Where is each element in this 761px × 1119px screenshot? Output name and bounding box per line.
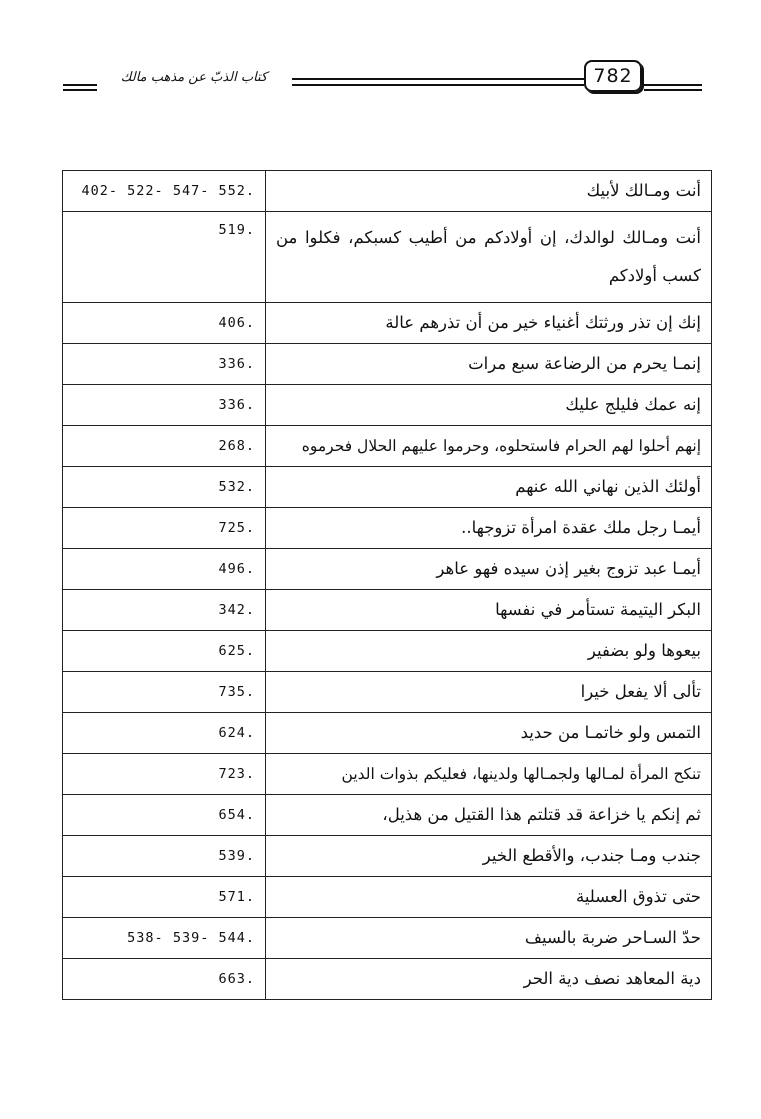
hadith-text: حتى تذوق العسلية: [266, 877, 712, 918]
table-row: [63, 918, 712, 959]
page-refs: .519: [63, 212, 266, 303]
page-refs: .571: [63, 877, 266, 918]
table-row: [63, 171, 712, 212]
table-row: [63, 426, 712, 467]
table-row: [63, 385, 712, 426]
table-row: [63, 590, 712, 631]
page-refs: .654: [63, 795, 266, 836]
hadith-text: التمس ولو خاتمـا من حديد: [266, 713, 712, 754]
table-row: [63, 836, 712, 877]
table-row: [63, 508, 712, 549]
hadith-text: أولئك الذين نهاني الله عنهم: [266, 467, 712, 508]
table-row: [63, 467, 712, 508]
hadith-text: إنك إن تذر ورثتك أغنياء خير من أن تذرهم عالة: [266, 303, 712, 344]
page-refs: .268: [63, 426, 266, 467]
hadith-text: جندب ومـا جندب، والأقطع الخير: [266, 836, 712, 877]
page-refs: .544 -539 -538: [63, 918, 266, 959]
table-row: [63, 713, 712, 754]
hadith-text: البكر اليتيمة تستأمر في نفسها: [266, 590, 712, 631]
hadith-text: أنت ومـالك لأبيك: [266, 171, 712, 212]
hadith-text: أيمـا عبد تزوج بغير إذن سيده فهو عاهر: [266, 549, 712, 590]
hadith-text: ثم إنكم يا خزاعة قد قتلتم هذا القتيل من هذيل،: [266, 795, 712, 836]
page-refs: .725: [63, 508, 266, 549]
table-row: [63, 344, 712, 385]
table-row: [63, 303, 712, 344]
page-refs: .336: [63, 344, 266, 385]
table-row: [63, 212, 712, 303]
table-row: [63, 795, 712, 836]
page-refs: .552 -547 -522 -402: [63, 171, 266, 212]
hadith-text: إنهم أحلوا لهم الحرام فاستحلوه، وحرموا عليهم الحلال فحرموه: [266, 426, 712, 467]
page-number: 782: [584, 60, 642, 92]
page-refs: .496: [63, 549, 266, 590]
hadith-text: إنمـا يحرم من الرضاعة سبع مرات: [266, 344, 712, 385]
header-rule: [63, 89, 97, 91]
table-row: [63, 877, 712, 918]
page-refs: .539: [63, 836, 266, 877]
page-refs: .723: [63, 754, 266, 795]
hadith-text: تنكح المرأة لمـالها ولجمـالها ولدينها، فعليكم بذوات الدين: [266, 754, 712, 795]
page-refs: .663: [63, 959, 266, 1000]
header-rule: [63, 84, 97, 86]
header-rule: [644, 89, 702, 91]
page-refs: .735: [63, 672, 266, 713]
table-row: [63, 549, 712, 590]
page-header: [0, 0, 761, 110]
hadith-text: أيمـا رجل ملك عقدة امرأة تزوجها..: [266, 508, 712, 549]
header-rule: [644, 84, 702, 86]
hadith-index-table: [62, 170, 712, 1000]
page-refs: .342: [63, 590, 266, 631]
running-title: كتاب الذبّ عن مذهب مالك: [120, 70, 268, 85]
header-rule: [292, 84, 584, 86]
page-refs: .624: [63, 713, 266, 754]
hadith-text: إنه عمك فليلج عليك: [266, 385, 712, 426]
hadith-text: بيعوها ولو بضفير: [266, 631, 712, 672]
hadith-text: حدّ السـاحر ضربة بالسيف: [266, 918, 712, 959]
table-row: [63, 754, 712, 795]
hadith-text: أنت ومـالك لوالدك، إن أولادكم من أطيب كسبكم، فكلوا من كسب أولادكم: [266, 212, 712, 303]
hadith-text: دية المعاهد نصف دية الحر: [266, 959, 712, 1000]
page-refs: .336: [63, 385, 266, 426]
page-refs: .625: [63, 631, 266, 672]
header-rule: [292, 78, 584, 80]
hadith-text: تألى ألا يفعل خيرا: [266, 672, 712, 713]
table-row: [63, 672, 712, 713]
table-row: [63, 959, 712, 1000]
page-refs: .406: [63, 303, 266, 344]
page-refs: .532: [63, 467, 266, 508]
table-row: [63, 631, 712, 672]
